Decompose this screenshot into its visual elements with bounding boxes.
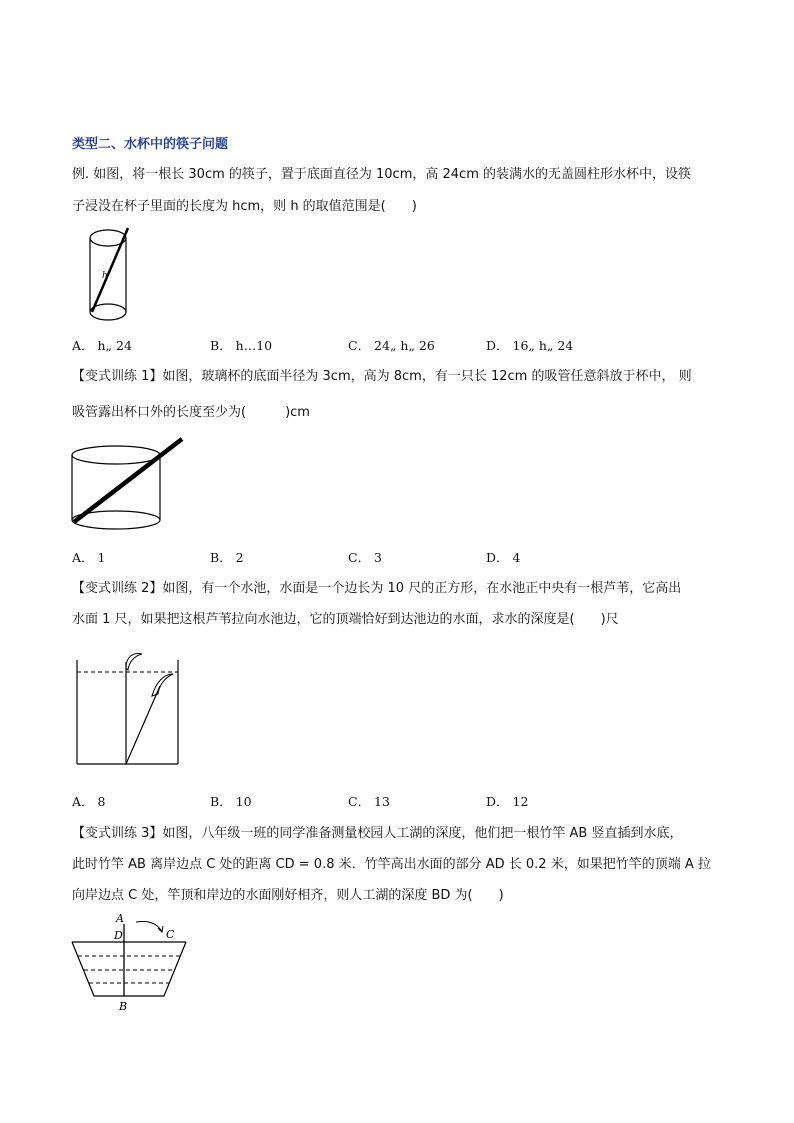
example-option-d[interactable]: D． 16„ h„ 24 — [486, 338, 574, 353]
training1-line-1: 【变式训练 1】如图，玻璃杯的底面半径为 3cm，高为 8cm，有一只长 12cm 的吸管任意斜放于杯中， 则 — [72, 369, 692, 384]
section-title: 类型二、水杯中的筷子问题 — [72, 137, 229, 152]
training1-option-b[interactable]: B． 2 — [210, 550, 244, 565]
figure-label-d: D — [114, 929, 123, 942]
training1-option-a[interactable]: A． 1 — [72, 550, 106, 565]
training3-line-1: 【变式训练 3】如图，八年级一班的同学准备测量校园人工湖的深度，他们把一根竹竿 AB 竖直插到水底， — [72, 826, 683, 841]
figure-label-c: C — [166, 928, 175, 941]
training2-line-2: 水面 1 尺，如果把这根芦苇拉向水池边，它的顶端恰好到达池边的水面，求水的深度是( )尺 — [72, 612, 619, 627]
training2-option-d[interactable]: D． 12 — [486, 794, 529, 809]
training3-line-3: 向岸边点 C 处，竿顶和岸边的水面刚好相齐，则人工湖的深度 BD 为( ) — [72, 888, 504, 903]
training2-option-c[interactable]: C． 13 — [348, 794, 390, 809]
training2-option-b[interactable]: B． 10 — [210, 794, 252, 809]
training1-line-2: 吸管露出杯口外的长度至少为( )cm — [72, 405, 310, 420]
training1-option-d[interactable]: D． 4 — [486, 550, 521, 565]
training2-line-1: 【变式训练 2】如图，有一个水池，水面是一个边长为 10 尺的正方形，在水池正中央有一根芦苇，它高出 — [72, 581, 682, 596]
lake-bamboo-figure — [70, 910, 190, 1014]
example-line-1: 例. 如图，将一根长 30cm 的筷子，置于底面直径为 10cm，高 24cm 的装满水的无盖圆柱形水杯中，设筷 — [72, 167, 691, 182]
glass-straw-figure — [72, 438, 192, 533]
training1-option-c[interactable]: C． 3 — [348, 550, 382, 565]
training3-line-2: 此时竹竿 AB 离岸边点 C 处的距离 CD = 0.8 米．竹竿高出水面的部分 AD 长 0.2 米，如果把竹竿的顶端 A 拉 — [72, 857, 711, 872]
figure-label-a: A — [116, 912, 124, 925]
figure-label-b: B — [119, 1000, 128, 1013]
figure-label-h: h — [102, 271, 108, 281]
example-option-a[interactable]: A． h„ 24 — [72, 338, 132, 353]
example-option-b[interactable]: B． h…10 — [210, 338, 273, 353]
example-option-c[interactable]: C． 24„ h„ 26 — [348, 338, 435, 353]
pond-reed-figure — [76, 648, 180, 766]
cylinder-chopstick-figure — [80, 226, 140, 326]
training2-option-a[interactable]: A． 8 — [72, 794, 106, 809]
example-line-2: 子浸没在杯子里面的长度为 hcm，则 h 的取值范围是( ) — [72, 199, 417, 214]
